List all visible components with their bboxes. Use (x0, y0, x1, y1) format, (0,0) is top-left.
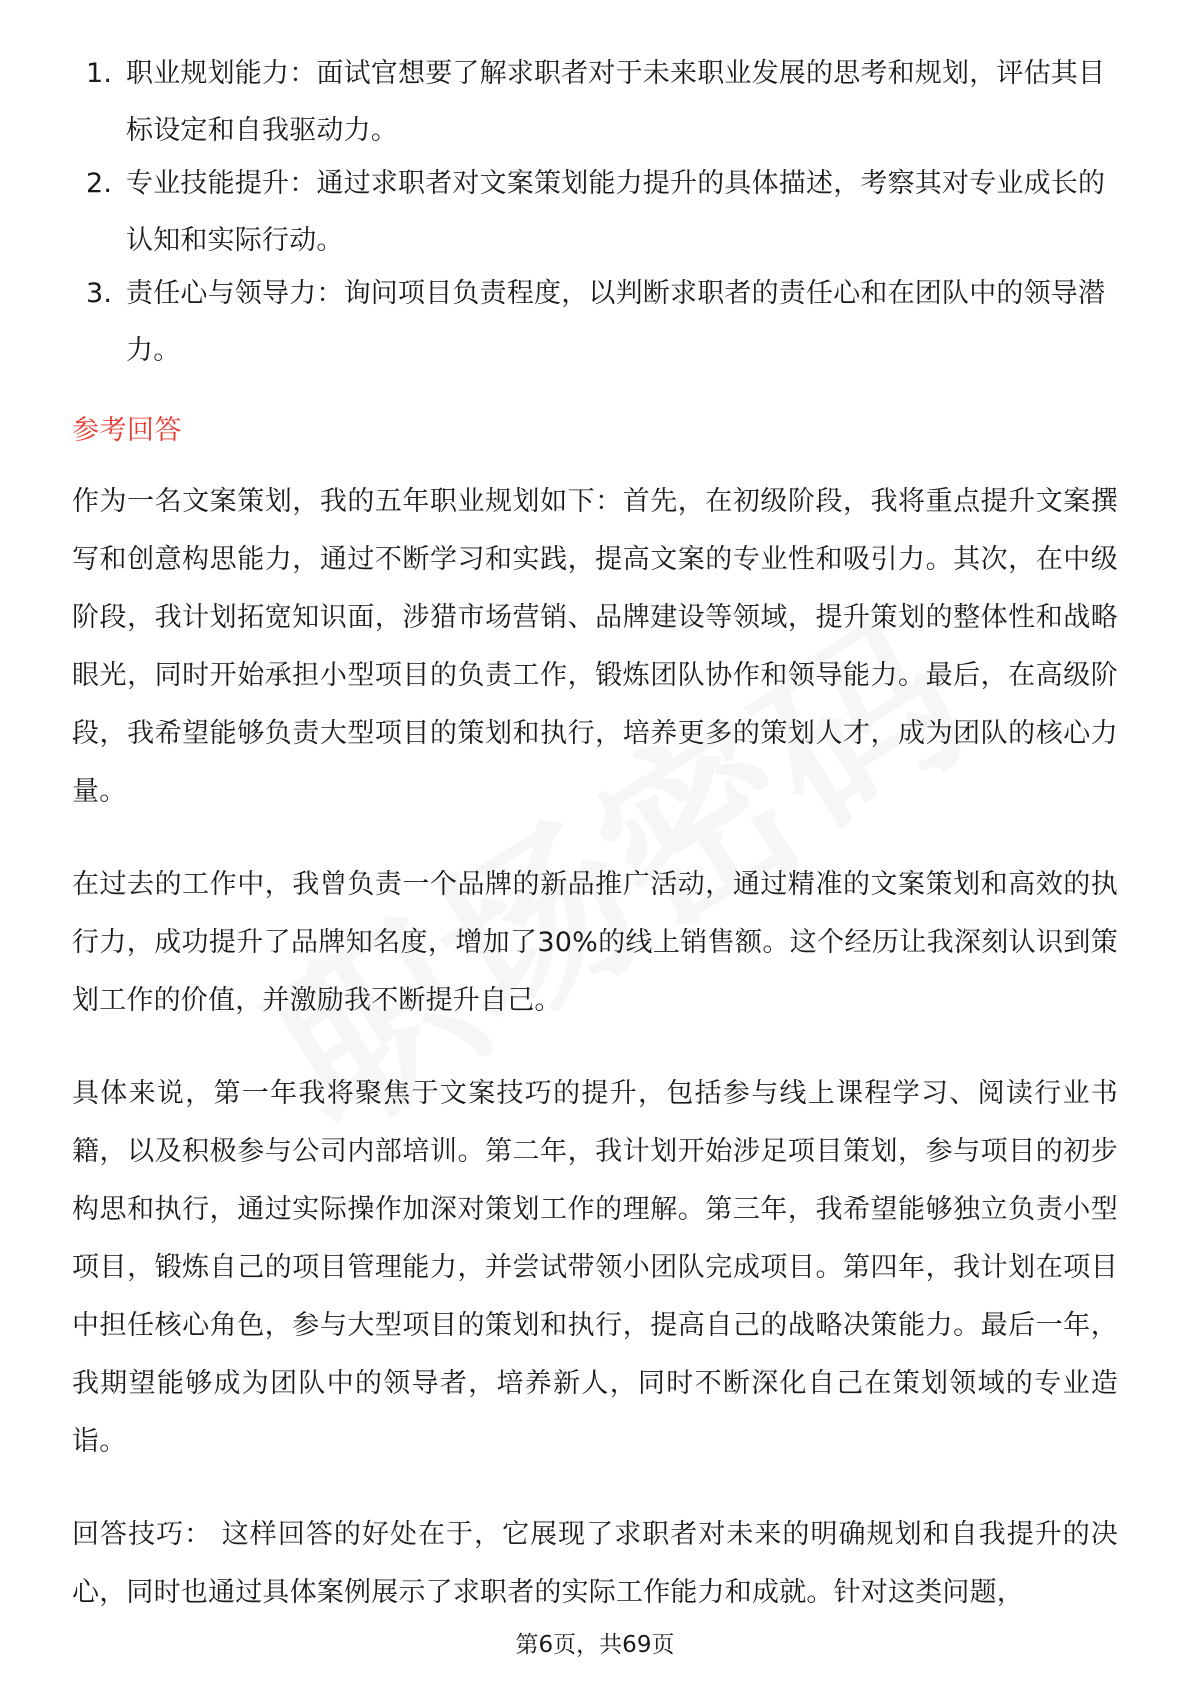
list-item (72, 45, 1118, 159)
paragraph: 具体来说，第一年我将聚焦于文案技巧的提升，包括参与线上课程学习、阅读行业书籍，以及积极参与公司内部培训。第二年，我计划开始涉足项目策划，参与项目的初步构思和执行，通过实际操作加深对策划工作的理解。第三年，我希望能够独立负责小型项目，锻炼自己的项目管理能力，并尝试带领小团队完成项目。第四年，我计划在项目中担任核心角色，参与大型项目的策划和执行，提高自己的战略决策能力。最后一年，我期望能够成为团队中的领导者，培养新人，同时不断深化自己在策划领域的专业造诣。 (72, 1078, 1118, 1457)
list-item-number: 3. (86, 278, 113, 309)
section-title: 参考回答 (72, 415, 182, 446)
paragraph: 在过去的工作中，我曾负责一个品牌的新品推广活动，通过精准的文案策划和高效的执行力，成功提升了品牌知名度，增加了30%的线上销售额。这个经历让我深刻认识到策划工作的价值，并激励我不断提升自己。 (72, 869, 1118, 1016)
page-content (72, 45, 1118, 1657)
page-number: 第6页，共69页 (515, 1632, 675, 1658)
list-item (72, 155, 1118, 269)
list-item-text: 专业技能提升：通过求职者对文案策划能力提升的具体描述，考察其对专业成长的认知和实际行动。 (126, 168, 1106, 256)
list-item-number: 1. (86, 58, 113, 89)
list-item (72, 265, 1118, 379)
list-item-number: 2. (86, 168, 113, 199)
list-item-text: 责任心与领导力：询问项目负责程度，以判断求职者的责任心和在团队中的领导潜力。 (126, 278, 1106, 366)
paragraph: 作为一名文案策划，我的五年职业规划如下：首先，在初级阶段，我将重点提升文案撰写和创意构思能力，通过不断学习和实践，提高文案的专业性和吸引力。其次，在中级阶段，我计划拓宽知识面，涉猎市场营销、品牌建设等领域，提升策划的整体性和战略眼光，同时开始承担小型项目的负责工作，锻炼团队协作和领导能力。最后，在高级阶段，我希望能够负责大型项目的策划和执行，培养更多的策划人才，成为团队的核心力量。 (72, 486, 1118, 807)
list-item-text: 职业规划能力：面试官想要了解求职者对于未来职业发展的思考和规划，评估其目标设定和自我驱动力。 (126, 58, 1106, 146)
paragraph: 回答技巧： 这样回答的好处在于，它展现了求职者对未来的明确规划和自我提升的决心，同时也通过具体案例展示了求职者的实际工作能力和成就。针对这类问题， (72, 1519, 1118, 1608)
assessment-points-list (72, 45, 1118, 379)
